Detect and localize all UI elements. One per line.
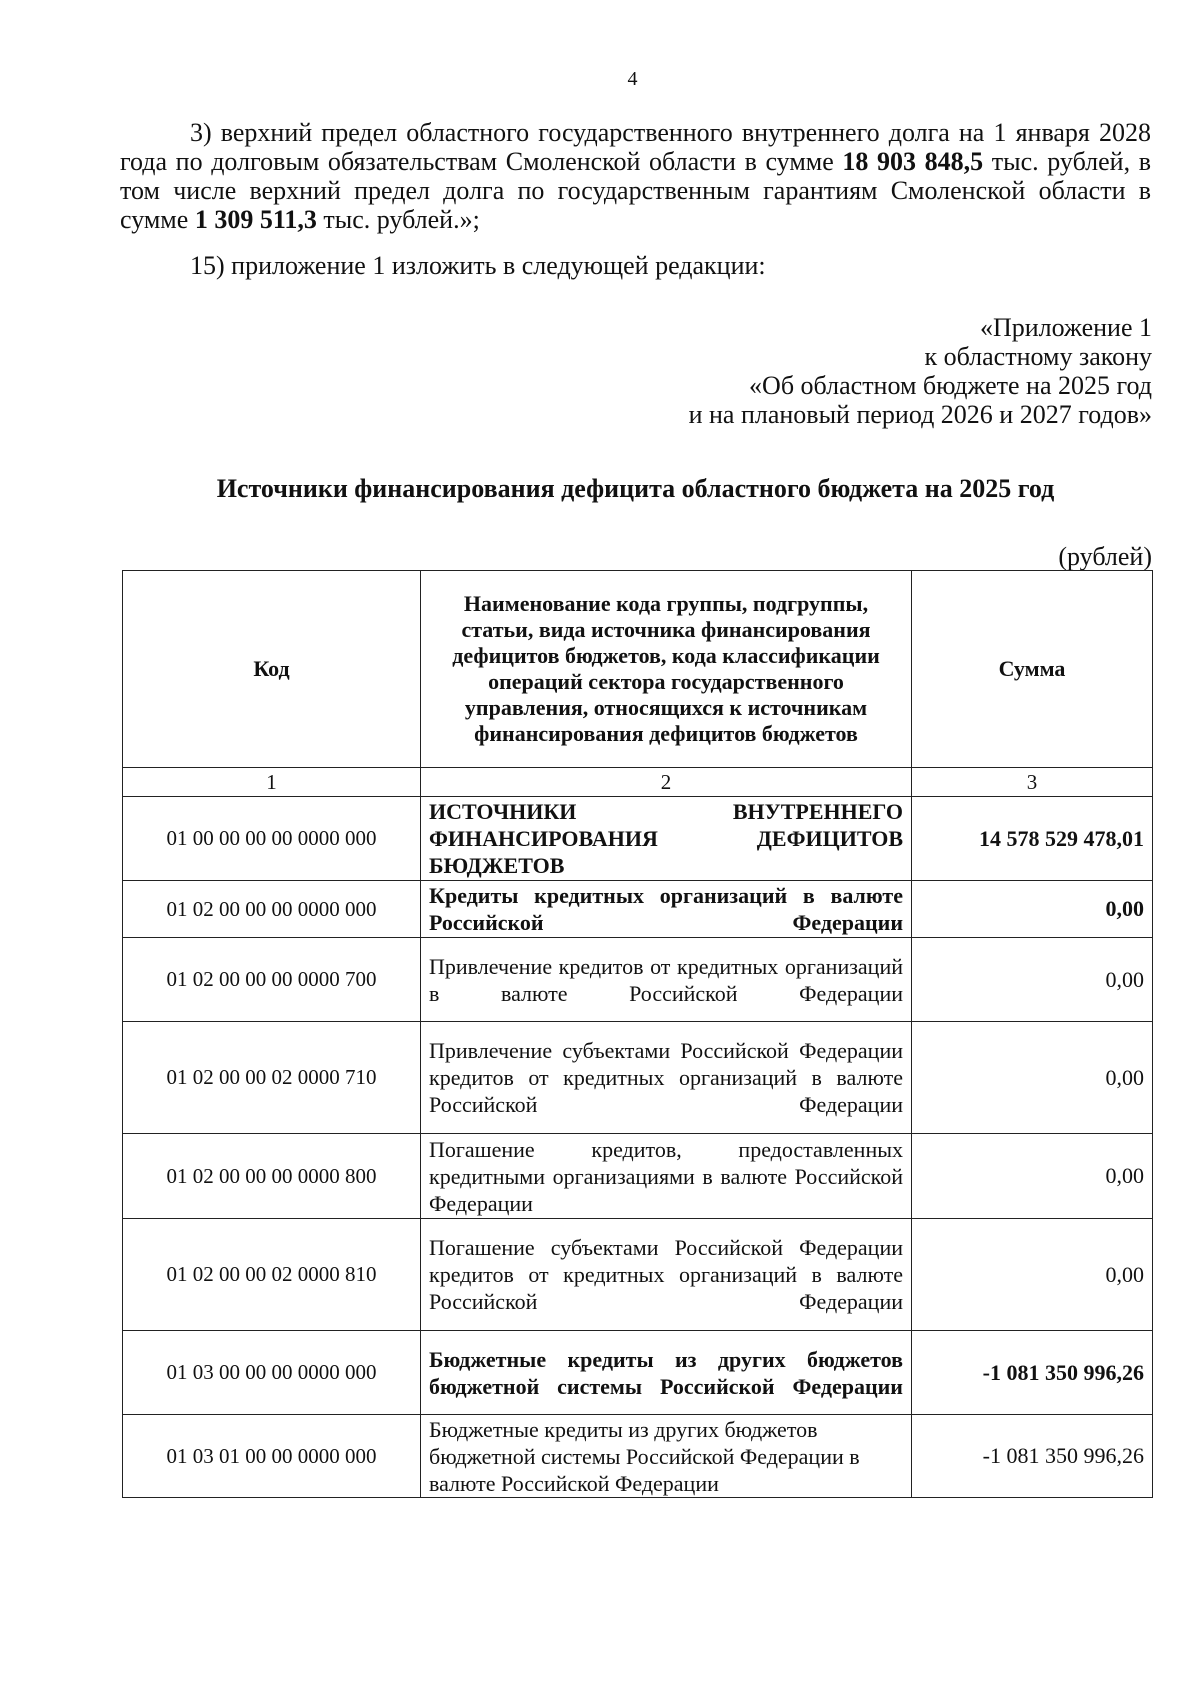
row-code: 01 02 00 00 02 0000 810 (123, 1219, 421, 1331)
row-name: Погашение субъектами Российской Федерации кредитов от кредитных организаций в валюте Российской Федерации (421, 1219, 912, 1331)
item3-text-part1: 3) верхний предел областного государственного внутреннего долга на 1 января 2028 года по долговым обязательствам Смоленской области в сумме (120, 118, 1151, 176)
paragraph-item-3 (120, 118, 1151, 234)
appendix-line-2: к областному закону (924, 342, 1152, 371)
header-sum: Сумма (912, 571, 1153, 768)
row-code: 01 02 00 00 00 0000 700 (123, 938, 421, 1022)
table-row (123, 938, 1153, 1022)
item3-amount-total: 18 903 848,5 (842, 147, 984, 176)
row-amount: 0,00 (912, 938, 1153, 1022)
item3-text-part3: тыс. рублей.»; (323, 205, 480, 234)
table-row (123, 1331, 1153, 1415)
row-amount: 0,00 (912, 1134, 1153, 1219)
table-row (123, 881, 1153, 938)
table-header-row (123, 571, 1153, 768)
appendix-line-3: «Об областном бюджете на 2025 год (749, 371, 1152, 400)
financing-sources-table (122, 570, 1153, 1498)
row-name: Привлечение кредитов от кредитных организаций в валюте Российской Федерации (421, 938, 912, 1022)
appendix-line-4: и на плановый период 2026 и 2027 годов» (688, 400, 1152, 429)
row-name: Бюджетные кредиты из других бюджетов бюджетной системы Российской Федерации в валюте Российской Федерации (421, 1415, 912, 1498)
row-amount: -1 081 350 996,26 (912, 1415, 1153, 1498)
row-amount: 14 578 529 478,01 (912, 797, 1153, 881)
row-name: Кредиты кредитных организаций в валюте Российской Федерации (421, 881, 912, 938)
page-number: 4 (627, 68, 638, 90)
table-row (123, 1134, 1153, 1219)
document-title: Источники финансирования дефицита областного бюджета на 2025 год (216, 474, 1055, 503)
column-number-2: 2 (421, 768, 912, 797)
table-row (123, 1022, 1153, 1134)
row-code: 01 03 01 00 00 0000 000 (123, 1415, 421, 1498)
row-name: ИСТОЧНИКИ ВНУТРЕННЕГО ФИНАНСИРОВАНИЯ ДЕФИЦИТОВ БЮДЖЕТОВ (421, 797, 912, 881)
paragraph-item-15: 15) приложение 1 изложить в следующей редакции: (190, 251, 766, 280)
row-code: 01 00 00 00 00 0000 000 (123, 797, 421, 881)
row-name: Привлечение субъектами Российской Федерации кредитов от кредитных организаций в валюте Российской Федерации (421, 1022, 912, 1134)
unit-note: (рублей) (1058, 542, 1152, 571)
table-row (123, 1219, 1153, 1331)
row-name: Погашение кредитов, предоставленных кредитными организациями в валюте Российской Федерации (421, 1134, 912, 1219)
column-numbers-row (123, 768, 1153, 797)
row-code: 01 02 00 00 00 0000 800 (123, 1134, 421, 1219)
table-row (123, 1415, 1153, 1498)
item3-amount-guarantees: 1 309 511,3 (194, 205, 317, 234)
item3-text-part2: тыс. рублей, в том числе верхний предел долга по государственным гарантиям Смоленской области в сумме (120, 147, 1152, 234)
table-row (123, 797, 1153, 881)
appendix-line-1: «Приложение 1 (979, 313, 1152, 342)
column-number-1: 1 (123, 768, 421, 797)
row-amount: 0,00 (912, 1022, 1153, 1134)
column-number-3: 3 (912, 768, 1153, 797)
row-code: 01 03 00 00 00 0000 000 (123, 1331, 421, 1415)
row-code: 01 02 00 00 00 0000 000 (123, 881, 421, 938)
row-amount: -1 081 350 996,26 (912, 1331, 1153, 1415)
row-code: 01 02 00 00 02 0000 710 (123, 1022, 421, 1134)
header-code: Код (123, 571, 421, 768)
appendix-header (689, 313, 1152, 429)
row-name: Бюджетные кредиты из других бюджетов бюджетной системы Российской Федерации (421, 1331, 912, 1415)
row-amount: 0,00 (912, 1219, 1153, 1331)
row-amount: 0,00 (912, 881, 1153, 938)
header-name: Наименование кода группы, подгруппы, статьи, вида источника финансирования дефицитов бюджетов, кода классификации операций сектора государственного управления, относящихся к источникам финансирования дефицитов бюджетов (421, 571, 912, 768)
